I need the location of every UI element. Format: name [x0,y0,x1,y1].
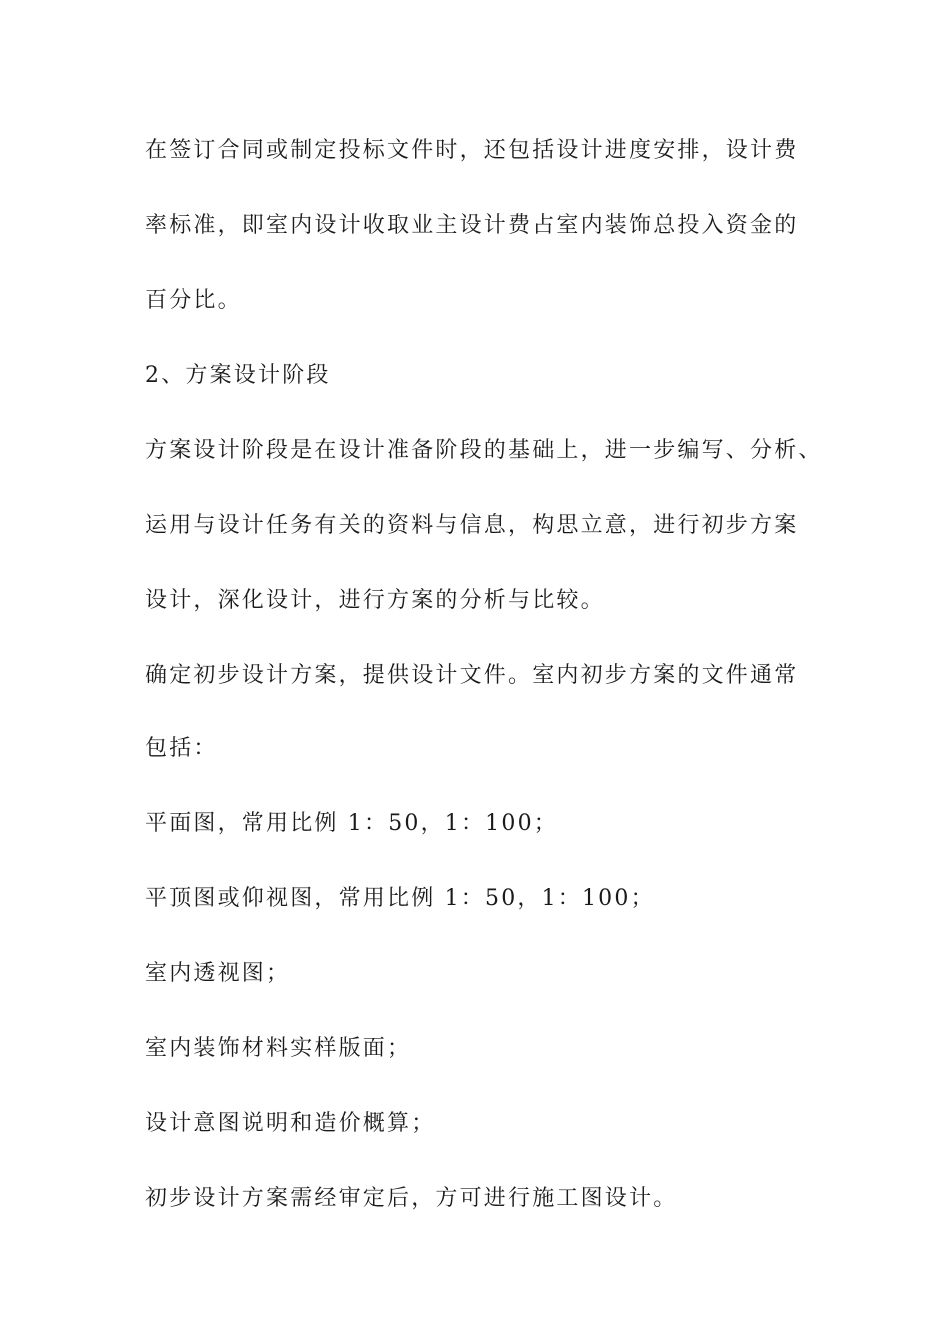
paragraph-line: 在签订合同或制定投标文件时，还包括设计进度安排，设计费 [145,138,799,163]
list-item: 设计意图说明和造价概算； [145,1111,436,1136]
paragraph-line: 百分比。 [145,288,242,313]
paragraph-line: 初步设计方案需经审定后，方可进行施工图设计。 [145,1186,678,1211]
list-item: 平顶图或仰视图，常用比例 1：50，1：100； [145,886,655,911]
paragraph-line: 率标准，即室内设计收取业主设计费占室内装饰总投入资金的 [145,213,799,238]
paragraph-line: 方案设计阶段是在设计准备阶段的基础上，进一步编写、分析、 [145,438,823,463]
paragraph-line: 确定初步设计方案，提供设计文件。室内初步方案的文件通常 [145,663,799,688]
paragraph-line: 设计，深化设计，进行方案的分析与比较。 [145,588,605,613]
list-item: 室内透视图； [145,961,291,986]
list-item: 室内装饰材料实样版面； [145,1036,412,1061]
list-item: 平面图，常用比例 1：50，1：100； [145,811,558,836]
section-heading: 2、方案设计阶段 [145,363,331,388]
paragraph-line: 运用与设计任务有关的资料与信息，构思立意，进行初步方案 [145,513,799,538]
paragraph-line: 包括： [145,736,218,761]
